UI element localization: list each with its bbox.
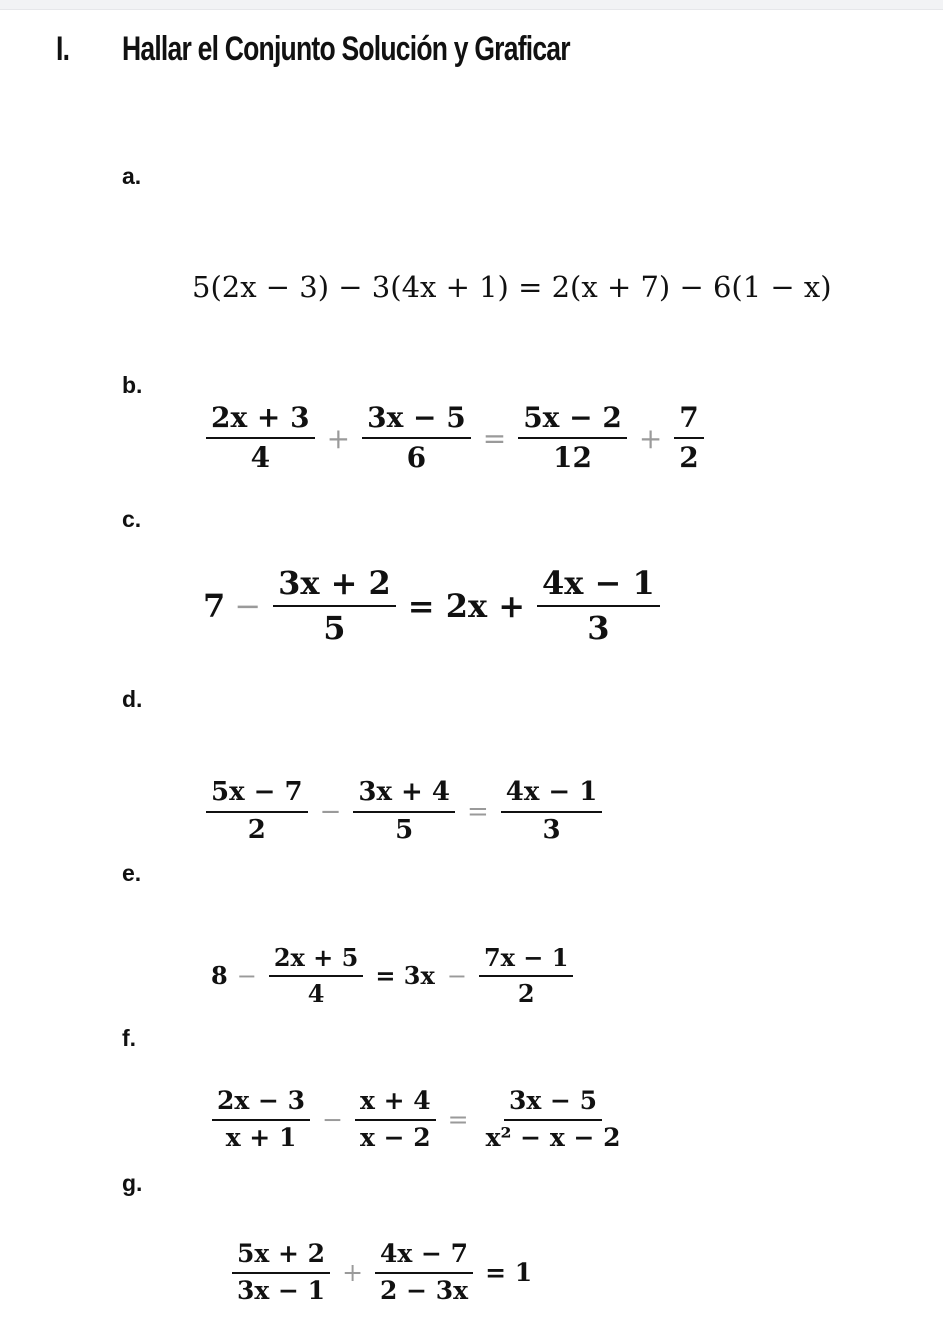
numerator: 3x + 2 [273,565,396,607]
top-toolbar-strip [0,0,943,10]
fraction [355,1087,436,1153]
problem-e-equation [208,944,579,1007]
numerator: 3x + 4 [353,778,455,813]
problem-f-equation [206,1087,632,1153]
denominator: 4 [250,441,271,475]
problem-e-label: e. [122,860,142,886]
problem-a-label: a. [122,163,142,189]
problem-c-label: c. [122,506,142,532]
problem-d-equation [200,778,608,846]
denominator: 2 [679,441,699,475]
numerator: 4x − 7 [375,1240,473,1274]
operator: + [326,421,351,455]
fraction [537,565,660,647]
numerator: x + 4 [355,1087,436,1121]
problem-b-equation [200,402,710,474]
equals-term: = 1 [485,1258,533,1288]
fraction [479,944,574,1007]
numerator: 5x − 2 [518,402,627,439]
numerator: 3x − 5 [504,1087,602,1121]
problem-c-equation [200,565,666,647]
operator: − [236,961,257,990]
lead-term: 8 [211,961,228,991]
fraction [501,778,603,846]
numerator: 3x − 5 [362,402,471,439]
operator: + [342,1258,364,1288]
denominator: 3x − 1 [237,1275,326,1305]
denominator: 2 [247,814,266,845]
operator: − [234,586,262,625]
problem-f-label: f. [122,1025,137,1051]
denominator: 2 [517,978,535,1008]
equals-term: = 2x + [407,586,526,625]
fraction [353,778,455,846]
fraction [674,402,703,474]
numerator: 7 [674,402,703,439]
denominator: 5 [395,814,414,845]
denominator: 2 − 3x [380,1275,469,1305]
fraction [206,778,308,846]
denominator: 5 [323,608,346,647]
equals-term: = 3x [375,961,435,991]
operator: + [638,421,663,455]
problem-a-equation [192,270,832,304]
denominator: 6 [406,441,427,475]
operator: − [322,1105,344,1135]
equals-sign: = [482,421,507,455]
denominator: 3 [587,608,610,647]
problem-g-label: g. [122,1170,143,1196]
numerator: 5x + 2 [232,1240,330,1274]
denominator: x² − x − 2 [485,1122,621,1152]
section-title: Hallar el Conjunto Solución y Graficar [122,30,570,68]
denominator: x + 1 [225,1122,297,1152]
denominator: x − 2 [360,1122,431,1152]
fraction [362,402,471,474]
denominator: 12 [553,441,592,475]
fraction [232,1240,330,1306]
problem-b-label: b. [122,372,143,398]
equals-sign: = [447,1105,469,1135]
numerator: 7x − 1 [479,944,574,977]
numerator: 2x + 3 [206,402,315,439]
numerator: 4x − 1 [537,565,660,607]
numerator: 4x − 1 [501,778,603,813]
fraction [375,1240,473,1306]
fraction [212,1087,310,1153]
fraction [206,402,315,474]
operator: − [446,961,467,990]
denominator: 3 [542,814,561,845]
problem-g-equation [226,1240,538,1306]
lead-term: 7 [203,586,226,625]
numerator: 5x − 7 [206,778,308,813]
fraction [481,1087,626,1153]
section-number: I. [56,30,70,68]
fraction [273,565,396,647]
equation-a-text: 5(2x − 3) − 3(4x + 1) = 2(x + 7) − 6(1 − x) [192,270,832,304]
numerator: 2x − 3 [212,1087,310,1121]
problem-d-label: d. [122,686,143,712]
equals-sign: = [466,796,489,827]
operator: − [319,796,342,827]
fraction [269,944,364,1007]
denominator: 4 [307,978,325,1008]
numerator: 2x + 5 [269,944,364,977]
fraction [518,402,627,474]
